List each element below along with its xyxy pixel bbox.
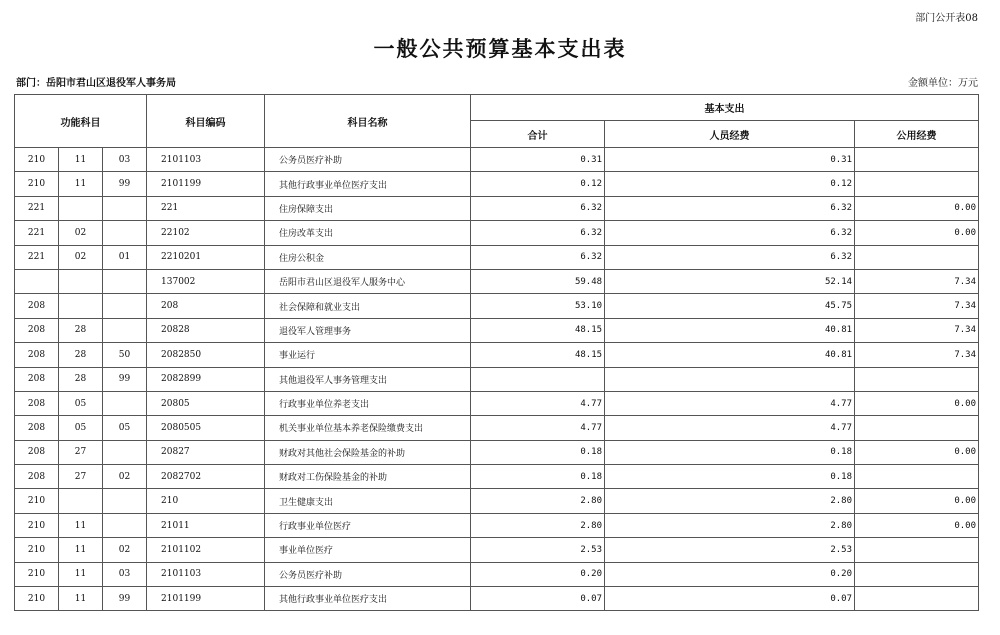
func-class-cell: 210 <box>15 513 59 537</box>
public-cell <box>855 367 979 391</box>
func-section-cell: 11 <box>59 172 103 196</box>
personnel-cell: 0.07 <box>605 587 855 611</box>
personnel-cell: 4.77 <box>605 416 855 440</box>
table-row <box>15 294 979 318</box>
func-section-cell: 11 <box>59 562 103 586</box>
public-cell: 0.00 <box>855 221 979 245</box>
header-public: 公用经费 <box>855 121 979 148</box>
subject-code-cell: 20827 <box>147 440 265 464</box>
func-class-cell: 208 <box>15 440 59 464</box>
func-section-cell: 02 <box>59 245 103 269</box>
header-personnel: 人员经费 <box>605 121 855 148</box>
func-item-cell <box>103 294 147 318</box>
public-cell: 7.34 <box>855 318 979 342</box>
func-section-cell <box>59 489 103 513</box>
table-row <box>15 245 979 269</box>
public-cell: 0.00 <box>855 196 979 220</box>
personnel-cell <box>605 367 855 391</box>
public-cell <box>855 538 979 562</box>
subject-code-cell: 20805 <box>147 391 265 415</box>
personnel-cell: 0.18 <box>605 440 855 464</box>
func-class-cell <box>15 269 59 293</box>
total-cell: 2.80 <box>471 489 605 513</box>
func-item-cell <box>103 269 147 293</box>
subject-code-cell: 21011 <box>147 513 265 537</box>
func-item-cell: 02 <box>103 465 147 489</box>
total-cell: 4.77 <box>471 416 605 440</box>
form-number: 部门公开表08 <box>915 13 978 24</box>
public-cell: 0.00 <box>855 440 979 464</box>
public-cell: 7.34 <box>855 294 979 318</box>
func-section-cell <box>59 269 103 293</box>
subject-name-cell: 住房公积金 <box>265 245 471 269</box>
subject-name-cell: 事业单位医疗 <box>265 538 471 562</box>
total-cell: 6.32 <box>471 196 605 220</box>
personnel-cell: 0.12 <box>605 172 855 196</box>
func-class-cell: 208 <box>15 416 59 440</box>
subject-code-cell: 2101103 <box>147 562 265 586</box>
public-cell <box>855 172 979 196</box>
public-cell <box>855 416 979 440</box>
subject-name-cell: 其他退役军人事务管理支出 <box>265 367 471 391</box>
func-class-cell: 208 <box>15 465 59 489</box>
subject-code-cell: 208 <box>147 294 265 318</box>
table-row <box>15 269 979 293</box>
subject-name-cell: 岳阳市君山区退役军人服务中心 <box>265 269 471 293</box>
func-section-cell: 02 <box>59 221 103 245</box>
subject-code-cell: 2082702 <box>147 465 265 489</box>
func-section-cell: 27 <box>59 440 103 464</box>
table-row <box>15 538 979 562</box>
public-cell <box>855 465 979 489</box>
total-cell: 0.12 <box>471 172 605 196</box>
table-row <box>15 196 979 220</box>
personnel-cell: 2.80 <box>605 489 855 513</box>
subject-code-cell: 20828 <box>147 318 265 342</box>
total-cell: 53.10 <box>471 294 605 318</box>
func-section-cell: 28 <box>59 318 103 342</box>
func-class-cell: 210 <box>15 148 59 172</box>
func-item-cell <box>103 489 147 513</box>
public-cell <box>855 245 979 269</box>
func-item-cell <box>103 196 147 220</box>
header-total: 合计 <box>471 121 605 148</box>
subject-name-cell: 事业运行 <box>265 343 471 367</box>
table-row <box>15 489 979 513</box>
public-cell <box>855 562 979 586</box>
func-section-cell: 28 <box>59 367 103 391</box>
func-class-cell: 208 <box>15 391 59 415</box>
subject-name-cell: 住房保障支出 <box>265 196 471 220</box>
func-class-cell: 221 <box>15 245 59 269</box>
public-cell <box>855 587 979 611</box>
personnel-cell: 2.80 <box>605 513 855 537</box>
subject-name-cell: 卫生健康支出 <box>265 489 471 513</box>
func-item-cell: 01 <box>103 245 147 269</box>
subject-code-cell: 2082899 <box>147 367 265 391</box>
func-class-cell: 210 <box>15 489 59 513</box>
func-section-cell: 27 <box>59 465 103 489</box>
page-title: 一般公共预算基本支出表 <box>373 36 627 61</box>
table-row <box>15 221 979 245</box>
table-row <box>15 416 979 440</box>
public-cell: 7.34 <box>855 343 979 367</box>
func-item-cell: 03 <box>103 562 147 586</box>
total-cell: 0.07 <box>471 587 605 611</box>
func-class-cell: 210 <box>15 538 59 562</box>
personnel-cell: 0.18 <box>605 465 855 489</box>
func-class-cell: 208 <box>15 343 59 367</box>
func-item-cell: 03 <box>103 148 147 172</box>
func-item-cell <box>103 221 147 245</box>
subject-name-cell: 公务员医疗补助 <box>265 562 471 586</box>
personnel-cell: 6.32 <box>605 221 855 245</box>
subject-name-cell: 其他行政事业单位医疗支出 <box>265 587 471 611</box>
func-class-cell: 221 <box>15 196 59 220</box>
subject-code-cell: 2080505 <box>147 416 265 440</box>
total-cell <box>471 367 605 391</box>
header-basic-expense: 基本支出 <box>471 95 979 121</box>
table-row <box>15 367 979 391</box>
func-item-cell: 99 <box>103 587 147 611</box>
total-cell: 0.18 <box>471 465 605 489</box>
subject-code-cell: 2101199 <box>147 587 265 611</box>
func-item-cell: 99 <box>103 367 147 391</box>
func-item-cell <box>103 440 147 464</box>
subject-code-cell: 2210201 <box>147 245 265 269</box>
func-item-cell: 50 <box>103 343 147 367</box>
func-section-cell <box>59 294 103 318</box>
header-subject-code: 科目编码 <box>147 95 265 148</box>
total-cell: 0.20 <box>471 562 605 586</box>
subject-code-cell: 2101102 <box>147 538 265 562</box>
subject-code-cell: 2101103 <box>147 148 265 172</box>
func-class-cell: 210 <box>15 562 59 586</box>
total-cell: 4.77 <box>471 391 605 415</box>
header-subject-name: 科目名称 <box>265 95 471 148</box>
public-cell <box>855 148 979 172</box>
subject-code-cell: 2082850 <box>147 343 265 367</box>
total-cell: 6.32 <box>471 221 605 245</box>
table-row <box>15 440 979 464</box>
public-cell: 0.00 <box>855 489 979 513</box>
public-cell: 0.00 <box>855 513 979 537</box>
subject-name-cell: 住房改革支出 <box>265 221 471 245</box>
table-row <box>15 391 979 415</box>
func-section-cell: 11 <box>59 587 103 611</box>
subject-name-cell: 社会保障和就业支出 <box>265 294 471 318</box>
subject-name-cell: 财政对工伤保险基金的补助 <box>265 465 471 489</box>
subject-name-cell: 财政对其他社会保险基金的补助 <box>265 440 471 464</box>
func-section-cell: 28 <box>59 343 103 367</box>
func-section-cell: 05 <box>59 391 103 415</box>
table-row <box>15 318 979 342</box>
amount-unit-label: 金额单位：万元 <box>908 78 978 89</box>
subject-name-cell: 机关事业单位基本养老保险缴费支出 <box>265 416 471 440</box>
header-func-subject: 功能科目 <box>15 95 147 148</box>
func-item-cell <box>103 318 147 342</box>
func-item-cell: 02 <box>103 538 147 562</box>
public-cell: 7.34 <box>855 269 979 293</box>
subject-name-cell: 退役军人管理事务 <box>265 318 471 342</box>
total-cell: 48.15 <box>471 318 605 342</box>
table-row <box>15 562 979 586</box>
personnel-cell: 40.81 <box>605 343 855 367</box>
personnel-cell: 0.31 <box>605 148 855 172</box>
subject-code-cell: 210 <box>147 489 265 513</box>
personnel-cell: 40.81 <box>605 318 855 342</box>
budget-table <box>14 94 979 611</box>
func-class-cell: 208 <box>15 318 59 342</box>
func-item-cell <box>103 513 147 537</box>
total-cell: 48.15 <box>471 343 605 367</box>
subject-code-cell: 137002 <box>147 269 265 293</box>
func-item-cell <box>103 391 147 415</box>
func-class-cell: 208 <box>15 367 59 391</box>
func-class-cell: 210 <box>15 172 59 196</box>
total-cell: 6.32 <box>471 245 605 269</box>
subject-code-cell: 2101199 <box>147 172 265 196</box>
table-row <box>15 587 979 611</box>
total-cell: 2.53 <box>471 538 605 562</box>
func-section-cell <box>59 196 103 220</box>
total-cell: 0.31 <box>471 148 605 172</box>
func-class-cell: 210 <box>15 587 59 611</box>
total-cell: 59.48 <box>471 269 605 293</box>
department-label: 部门：岳阳市君山区退役军人事务局 <box>16 78 176 89</box>
func-section-cell: 05 <box>59 416 103 440</box>
personnel-cell: 6.32 <box>605 196 855 220</box>
table-row <box>15 465 979 489</box>
personnel-cell: 0.20 <box>605 562 855 586</box>
personnel-cell: 4.77 <box>605 391 855 415</box>
table-row <box>15 343 979 367</box>
personnel-cell: 52.14 <box>605 269 855 293</box>
table-row <box>15 513 979 537</box>
func-item-cell: 99 <box>103 172 147 196</box>
personnel-cell: 45.75 <box>605 294 855 318</box>
subject-code-cell: 22102 <box>147 221 265 245</box>
subject-name-cell: 行政事业单位医疗 <box>265 513 471 537</box>
func-section-cell: 11 <box>59 538 103 562</box>
func-item-cell: 05 <box>103 416 147 440</box>
personnel-cell: 2.53 <box>605 538 855 562</box>
subject-name-cell: 行政事业单位养老支出 <box>265 391 471 415</box>
func-class-cell: 208 <box>15 294 59 318</box>
public-cell: 0.00 <box>855 391 979 415</box>
total-cell: 2.80 <box>471 513 605 537</box>
subject-name-cell: 其他行政事业单位医疗支出 <box>265 172 471 196</box>
func-class-cell: 221 <box>15 221 59 245</box>
subject-code-cell: 221 <box>147 196 265 220</box>
table-body <box>15 148 979 611</box>
table-row <box>15 148 979 172</box>
subject-name-cell: 公务员医疗补助 <box>265 148 471 172</box>
table-row <box>15 172 979 196</box>
total-cell: 0.18 <box>471 440 605 464</box>
func-section-cell: 11 <box>59 148 103 172</box>
personnel-cell: 6.32 <box>605 245 855 269</box>
func-section-cell: 11 <box>59 513 103 537</box>
